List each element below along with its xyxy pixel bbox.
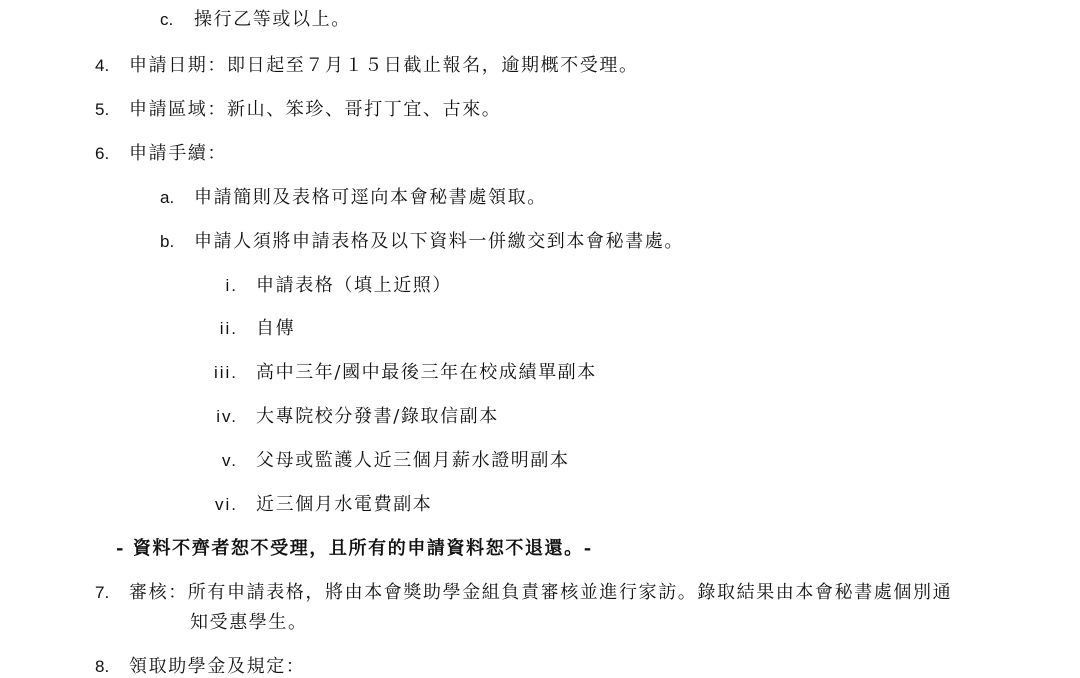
list-item-text: 申請日期：即日起至７月１５日截止報名，逾期概不受理。 bbox=[129, 55, 639, 76]
list-item-document bbox=[190, 406, 499, 428]
list-marker: 6. bbox=[95, 144, 110, 163]
list-marker: 4. bbox=[95, 56, 110, 75]
list-marker: 7. bbox=[95, 583, 110, 602]
list-item-text: 操行乙等或以上。 bbox=[194, 9, 351, 30]
list-marker: ii. bbox=[219, 319, 238, 338]
list-item-document bbox=[190, 318, 295, 340]
list-marker: iii. bbox=[213, 363, 238, 382]
list-marker: a. bbox=[160, 188, 175, 207]
list-item-text: 領取助學金及規定： bbox=[129, 656, 306, 677]
list-item-criteria-c bbox=[160, 9, 351, 31]
list-item-document bbox=[190, 275, 452, 297]
list-marker: i. bbox=[225, 276, 238, 295]
list-item-text: 審核：所有申請表格，將由本會獎助學金組負責審核並進行家訪。錄取結果由本會秘書處個別通 bbox=[129, 582, 953, 603]
list-item-text: 申請手續： bbox=[129, 143, 227, 164]
list-marker: iv. bbox=[216, 407, 238, 426]
list-item-text: 父母或監護人近三個月薪水證明副本 bbox=[256, 450, 570, 471]
list-item-text: 申請簡則及表格可逕向本會秘書處領取。 bbox=[194, 187, 547, 208]
list-item-text: 申請人須將申請表格及以下資料一併繳交到本會秘書處。 bbox=[194, 231, 684, 252]
list-item-text: 申請區域：新山、笨珍、哥打丁宜、古來。 bbox=[129, 99, 502, 120]
list-marker: vi. bbox=[215, 495, 238, 514]
list-item-text: 大專院校分發書/錄取信副本 bbox=[256, 406, 499, 427]
list-marker: v. bbox=[222, 451, 238, 470]
notice-line: - 資料不齊者恕不受理，且所有的申請資料恕不退還。- bbox=[116, 538, 593, 559]
list-item-application-region bbox=[95, 99, 501, 121]
list-item-review bbox=[95, 582, 952, 604]
list-item-document bbox=[190, 494, 432, 516]
list-item-text: 近三個月水電費副本 bbox=[256, 494, 433, 515]
list-marker: c. bbox=[160, 10, 174, 29]
list-item-review-continuation: 知受惠學生。 bbox=[190, 612, 308, 633]
list-item-procedure-a bbox=[160, 187, 547, 209]
list-marker: b. bbox=[160, 232, 175, 251]
list-item-text: 高中三年/國中最後三年在校成績單副本 bbox=[256, 362, 597, 383]
list-item-text: 自傳 bbox=[256, 318, 296, 339]
list-item-document bbox=[190, 362, 597, 384]
list-item-procedure-b bbox=[160, 231, 684, 253]
list-marker: 5. bbox=[95, 100, 110, 119]
list-item-text: 申請表格（填上近照） bbox=[256, 275, 452, 296]
list-item-application-procedure bbox=[95, 143, 227, 165]
list-item-document bbox=[190, 450, 570, 472]
list-item-application-date bbox=[95, 55, 639, 77]
list-marker: 8. bbox=[95, 657, 110, 676]
